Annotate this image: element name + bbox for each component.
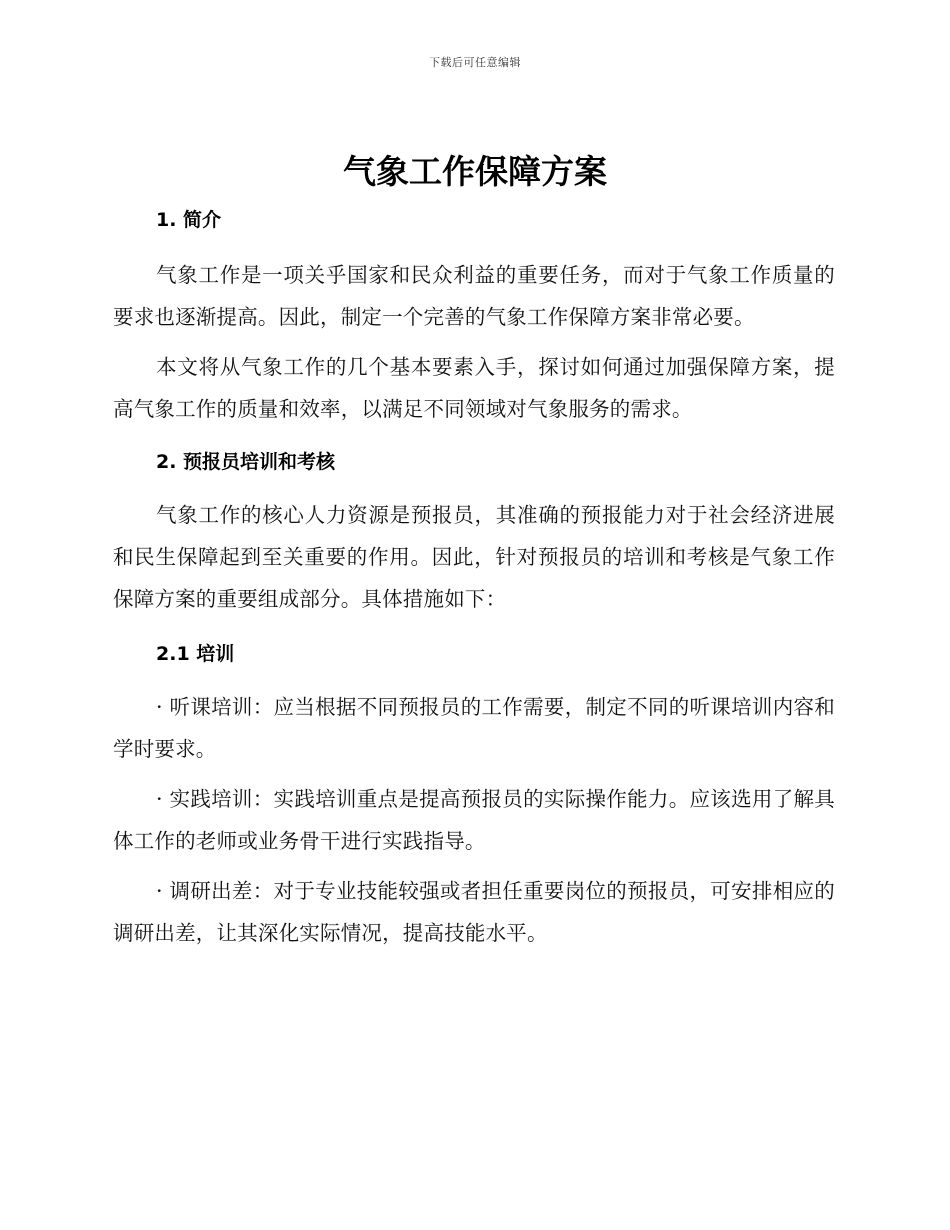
section-heading-intro: 1. 简介	[156, 209, 222, 231]
bullet-item: · 调研出差：对于专业技能较强或者担任重要岗位的预报员，可安排相应的调研出差，让其深化实际情况，提高技能水平。	[113, 879, 835, 945]
document-title: 气象工作保障方案	[343, 152, 607, 191]
paragraph: 气象工作的核心人力资源是预报员，其准确的预报能力对于社会经济进展和民生保障起到至关重要的作用。因此，针对预报员的培训和考核是气象工作保障方案的重要组成部分。具体措施如下：	[113, 503, 835, 611]
document-body	[113, 202, 835, 962]
bullet-item: · 听课培训：应当根据不同预报员的工作需要，制定不同的听课培训内容和学时要求。	[113, 695, 835, 761]
bullet-item: · 实践培训：实践培训重点是提高预报员的实际操作能力。应该选用了解具体工作的老师或业务骨干进行实践指导。	[113, 787, 835, 853]
section-heading-training: 2. 预报员培训和考核	[156, 451, 336, 473]
paragraph: 本文将从气象工作的几个基本要素入手，探讨如何通过加强保障方案，提高气象工作的质量和效率，以满足不同领域对气象服务的需求。	[113, 355, 835, 421]
page-header-note: 下载后可任意编辑	[429, 56, 521, 69]
subsection-heading-training: 2.1 培训	[156, 643, 235, 665]
paragraph: 气象工作是一项关乎国家和民众利益的重要任务，而对于气象工作质量的要求也逐渐提高。因此，制定一个完善的气象工作保障方案非常必要。	[113, 263, 835, 329]
